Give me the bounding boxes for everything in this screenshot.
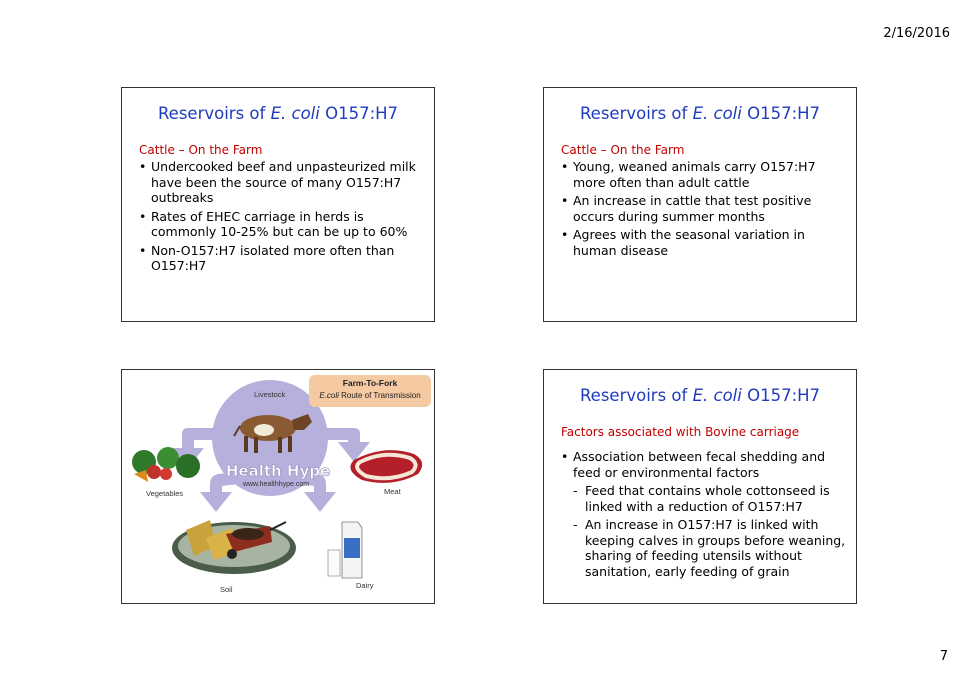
- label-dairy: Dairy: [356, 581, 374, 590]
- box-subtitle-rest: Route of Transmission: [338, 391, 421, 400]
- bullet-item: • An increase in cattle that test positive occurs during summer months: [561, 193, 842, 224]
- box-subtitle-italic: E.coli: [319, 391, 339, 400]
- slide-thumbnail-1: [121, 87, 435, 322]
- slide-thumbnail-2: [543, 87, 857, 322]
- box-subtitle: [319, 391, 420, 400]
- watermark-url: www.healthhype.com: [242, 481, 310, 488]
- bullet-item: • Undercooked beef and unpasteurized milk have been the source of many O157:H7 outbreaks: [139, 159, 420, 206]
- bullet-list: [122, 159, 434, 274]
- label-soil: Soil: [220, 585, 233, 594]
- slide-thumbnail-4: [543, 369, 857, 604]
- sub-bullet-item: - Feed that contains whole cottonseed is linked with a reduction of O157:H7: [573, 483, 848, 514]
- title-italic: E. coli: [692, 104, 742, 123]
- farm-to-fork-diagram: [122, 370, 434, 603]
- bullet-list: [544, 449, 856, 480]
- sub-bullet-item: - An increase in O157:H7 is linked with keeping calves in groups before weaning, sharing of feeding utensils without sanitation, early feeding of grain: [573, 517, 848, 579]
- bullet-item: • Young, weaned animals carry O157:H7 more often than adult cattle: [561, 159, 842, 190]
- title-text: Reservoirs of: [157, 104, 271, 123]
- meat-icon: [350, 450, 422, 483]
- soil-wheelbarrow-icon: [172, 520, 296, 574]
- slide-subheading: Cattle – On the Farm: [139, 143, 263, 157]
- title-text-end: O157:H7: [741, 386, 821, 405]
- watermark: Health Hype: [225, 462, 331, 480]
- title-italic: E. coli: [692, 386, 742, 405]
- label-vegetables: Vegetables: [146, 489, 184, 498]
- slide-subheading: Factors associated with Bovine carriage: [561, 425, 800, 439]
- page-date: 2/16/2016: [883, 26, 950, 41]
- dairy-icon: [328, 522, 362, 578]
- slide-thumbnail-3: [121, 369, 435, 604]
- bullet-item: • Association between fecal shedding and feed or environmental factors: [561, 449, 842, 480]
- slide-subheading: Cattle – On the Farm: [561, 143, 685, 157]
- slide-title: [544, 386, 856, 405]
- bullet-item: • Agrees with the seasonal variation in human disease: [561, 227, 842, 258]
- bullet-item: • Rates of EHEC carriage in herds is commonly 10-25% but can be up to 60%: [139, 209, 420, 240]
- bullet-item: • Non-O157:H7 isolated more often than O157:H7: [139, 243, 420, 274]
- bullet-list: [544, 159, 856, 258]
- label-livestock: Livestock: [254, 390, 286, 399]
- slide-title: [122, 104, 434, 123]
- title-italic: E. coli: [270, 104, 320, 123]
- box-title: Farm-To-Fork: [342, 378, 398, 388]
- sub-bullet-list: [544, 483, 856, 579]
- slide-title: [544, 104, 856, 123]
- title-text-end: O157:H7: [319, 104, 399, 123]
- title-text: Reservoirs of: [579, 104, 693, 123]
- page-number: 7: [939, 649, 948, 664]
- title-text: Reservoirs of: [579, 386, 693, 405]
- title-text-end: O157:H7: [741, 104, 821, 123]
- label-meat: Meat: [384, 487, 401, 496]
